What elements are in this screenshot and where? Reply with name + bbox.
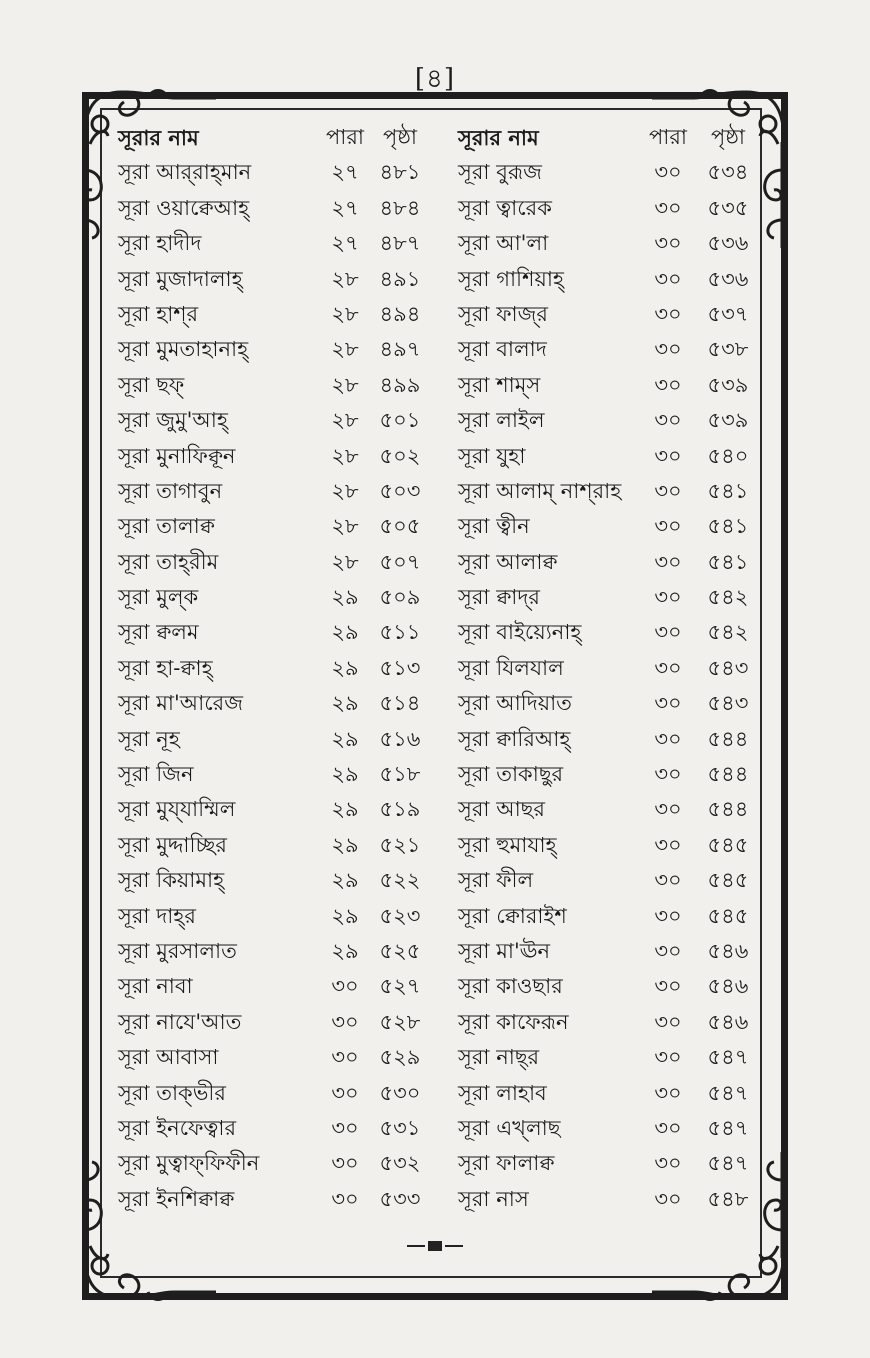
header-surah-name-left: সূরার নাম <box>118 125 199 150</box>
para-left: ৩০ <box>331 1045 359 1070</box>
para-left: ৩০ <box>331 974 359 999</box>
para-left: ২৮ <box>331 372 359 397</box>
page-left: ৪৯৪ <box>379 301 421 326</box>
surah-name-right: সূরা আদিয়াত <box>458 691 572 716</box>
surah-name-right: সূরা হুমাযাহ্‌ <box>458 832 557 857</box>
surah-name-left: সূরা তালাক্ব <box>118 514 215 539</box>
side-ornament-icon <box>756 140 786 250</box>
surah-name-left: সূরা হা-ক্বাহ্‌ <box>118 655 213 680</box>
para-left: ২৯ <box>331 655 359 680</box>
page-right: ৫৪১ <box>707 478 749 503</box>
para-left: ২৯ <box>331 832 359 857</box>
table-row <box>118 368 758 403</box>
table-row <box>118 899 758 934</box>
surah-name-right: সূরা বালাদ <box>458 337 547 362</box>
table-row <box>118 792 758 827</box>
page-left: ৫১৩ <box>379 655 421 680</box>
para-left: ২৮ <box>331 266 359 291</box>
page-right: ৫৩৬ <box>707 266 749 291</box>
page-left: ৪৯১ <box>379 266 421 291</box>
page-right: ৫৩৯ <box>707 372 749 397</box>
para-right: ৩০ <box>654 514 682 539</box>
surah-name-left: সূরা জিন <box>118 762 194 787</box>
table-row <box>118 863 758 898</box>
table-row <box>118 757 758 792</box>
surah-name-left: সূরা ক্বলম <box>118 620 199 645</box>
page-left: ৫০৯ <box>379 585 421 610</box>
page-left: ৫০৩ <box>379 478 421 503</box>
table-row <box>118 509 758 544</box>
page-right: ৫৩৫ <box>707 195 749 220</box>
surah-name-right: সূরা ক্বাদ্‌র <box>458 585 540 610</box>
para-left: ২৮ <box>331 549 359 574</box>
para-left: ২৯ <box>331 726 359 751</box>
surah-name-left: সূরা মুয্‌যাম্মিল <box>118 797 236 822</box>
table-row <box>118 828 758 863</box>
table-row <box>118 297 758 332</box>
surah-name-right: সূরা এখ্‌লাছ <box>458 1115 561 1140</box>
table-body <box>118 155 758 1217</box>
para-left: ২৯ <box>331 938 359 963</box>
surah-name-right: সূরা কাওছার <box>458 974 563 999</box>
page-right: ৫৪৬ <box>707 974 749 999</box>
page-left: ৫৩০ <box>379 1080 421 1105</box>
para-left: ২৯ <box>331 903 359 928</box>
surah-name-right: সূরা ফাজ্‌র <box>458 301 548 326</box>
surah-name-right: সূরা যিলযাল <box>458 655 564 680</box>
surah-name-left: সূরা তাক্‌ভীর <box>118 1080 226 1105</box>
surah-name-left: সূরা আবাসা <box>118 1045 219 1070</box>
para-right: ৩০ <box>654 620 682 645</box>
page-right: ৫৪৬ <box>707 1009 749 1034</box>
surah-name-left: সূরা মুমতাহানাহ্‌ <box>118 337 249 362</box>
surah-name-left: সূরা নাযে'আত <box>118 1009 242 1034</box>
page-right: ৫৪৮ <box>707 1186 749 1211</box>
table-row <box>118 1005 758 1040</box>
table-row <box>118 191 758 226</box>
surah-name-right: সূরা ক্বারিআহ্‌ <box>458 726 571 751</box>
para-right: ৩০ <box>654 1186 682 1211</box>
surah-name-right: সূরা আ'লা <box>458 231 549 256</box>
para-left: ২৮ <box>331 514 359 539</box>
page-left: ৫১৬ <box>379 726 421 751</box>
para-left: ২৯ <box>331 797 359 822</box>
surah-name-left: সূরা মুরসালাত <box>118 938 237 963</box>
para-right: ৩০ <box>654 443 682 468</box>
page-left: ৫২৯ <box>379 1045 421 1070</box>
page-right: ৫৩৬ <box>707 231 749 256</box>
table-row <box>118 934 758 969</box>
para-right: ৩০ <box>654 903 682 928</box>
para-right: ৩০ <box>654 549 682 574</box>
para-left: ২৯ <box>331 585 359 610</box>
para-left: ৩০ <box>331 1115 359 1140</box>
page-right: ৫৪২ <box>707 585 749 610</box>
side-ornament-icon <box>80 140 110 250</box>
page-left: ৫১৯ <box>379 797 421 822</box>
page-left: ৫২৩ <box>379 903 421 928</box>
page-right: ৫৪৭ <box>707 1115 749 1140</box>
surah-name-right: সূরা লাইল <box>458 408 545 433</box>
page-right: ৫৪১ <box>707 549 749 574</box>
table-row <box>118 1040 758 1075</box>
para-right: ৩০ <box>654 1080 682 1105</box>
page-right: ৫৪৪ <box>707 726 749 751</box>
para-right: ৩০ <box>654 868 682 893</box>
para-left: ২৭ <box>331 160 359 185</box>
surah-name-right: সূরা ত্বারেক <box>458 195 552 220</box>
para-right: ৩০ <box>654 160 682 185</box>
table-of-contents <box>118 120 758 1217</box>
table-row <box>118 262 758 297</box>
para-right: ৩০ <box>654 1009 682 1034</box>
surah-name-right: সূরা বুরূজ <box>458 160 542 185</box>
page-right: ৫৪৪ <box>707 797 749 822</box>
page-left: ৫২২ <box>379 868 421 893</box>
surah-name-right: সূরা শাম্‌স <box>458 372 541 397</box>
para-left: ২৯ <box>331 691 359 716</box>
surah-name-right: সূরা যুহা <box>458 443 526 468</box>
header-surah-name-right: সূরার নাম <box>458 125 539 150</box>
page-right: ৫৪৪ <box>707 762 749 787</box>
para-left: ২৮ <box>331 443 359 468</box>
surah-name-left: সূরা ইনফেত্বার <box>118 1115 237 1140</box>
header-para-right: পারা <box>649 125 687 149</box>
surah-name-left: সূরা মুত্বাফ্‌ফিফীন <box>118 1151 260 1176</box>
surah-name-left: সূরা দাহ্‌র <box>118 903 196 928</box>
para-left: ২৮ <box>331 478 359 503</box>
para-right: ৩০ <box>654 408 682 433</box>
surah-name-right: সূরা আলাম্‌ নাশ্‌রাহ <box>458 478 622 503</box>
table-row <box>118 969 758 1004</box>
surah-name-right: সূরা গাশিয়াহ্‌ <box>458 266 564 291</box>
page-right: ৫৪৩ <box>707 691 749 716</box>
para-right: ৩০ <box>654 266 682 291</box>
surah-name-left: সূরা তাহ্‌রীম <box>118 549 219 574</box>
page-left: ৪৯৭ <box>379 337 421 362</box>
surah-name-left: সূরা মা'আরেজ <box>118 691 243 716</box>
surah-name-right: সূরা মা'ঊন <box>458 938 551 963</box>
table-row <box>118 474 758 509</box>
page-right: ৫৩৯ <box>707 408 749 433</box>
surah-name-left: সূরা মুদ্দাচ্ছির <box>118 832 227 857</box>
page-left: ৫০১ <box>379 408 421 433</box>
para-left: ২৯ <box>331 868 359 893</box>
surah-name-right: সূরা ক্বোরাইশ <box>458 903 567 928</box>
header-para-left: পারা <box>326 125 364 149</box>
para-right: ৩০ <box>654 585 682 610</box>
page-left: ৫৩৩ <box>379 1186 421 1211</box>
page-right: ৫৪৬ <box>707 938 749 963</box>
page-right: ৫৩৪ <box>707 160 749 185</box>
para-left: ২৮ <box>331 337 359 362</box>
page-right: ৫৪৫ <box>707 868 749 893</box>
para-right: ৩০ <box>654 797 682 822</box>
page-left: ৫১৪ <box>379 691 421 716</box>
para-right: ৩০ <box>654 1115 682 1140</box>
page-number: [৪] <box>414 64 456 94</box>
page-left: ৫৩১ <box>379 1115 421 1140</box>
surah-name-left: সূরা মুল্‌ক <box>118 585 199 610</box>
surah-name-left: সূরা হাশ্‌র <box>118 301 199 326</box>
page-left: ৪৮১ <box>379 160 421 185</box>
table-row <box>118 1146 758 1181</box>
table-row <box>118 651 758 686</box>
para-right: ৩০ <box>654 231 682 256</box>
page-left: ৫১১ <box>379 620 421 645</box>
page-right: ৫৪০ <box>707 443 749 468</box>
para-right: ৩০ <box>654 195 682 220</box>
header-page-left: পৃষ্ঠা <box>382 125 418 149</box>
page-left: ৫২৭ <box>379 974 421 999</box>
para-right: ৩০ <box>654 372 682 397</box>
page-right: ৫৪২ <box>707 620 749 645</box>
para-right: ৩০ <box>654 337 682 362</box>
table-row <box>118 155 758 190</box>
page-left: ৫১৮ <box>379 762 421 787</box>
page-right: ৫৪১ <box>707 514 749 539</box>
para-right: ৩০ <box>654 832 682 857</box>
para-left: ৩০ <box>331 1080 359 1105</box>
para-left: ৩০ <box>331 1009 359 1034</box>
surah-name-right: সূরা আছর <box>458 797 545 822</box>
surah-name-left: সূরা তাগাবুন <box>118 478 223 503</box>
table-row <box>118 722 758 757</box>
page-left: ৪৮৪ <box>379 195 421 220</box>
surah-name-right: সূরা নাছ্‌র <box>458 1045 540 1070</box>
para-left: ২৮ <box>331 408 359 433</box>
page-left: ৫০৫ <box>379 514 421 539</box>
para-right: ৩০ <box>654 762 682 787</box>
surah-name-left: সূরা হাদীদ <box>118 231 202 256</box>
table-row <box>118 1182 758 1217</box>
para-left: ২৭ <box>331 195 359 220</box>
surah-name-left: সূরা মুজাদালাহ্‌ <box>118 266 243 291</box>
page-left: ৫২৮ <box>379 1009 421 1034</box>
para-right: ৩০ <box>654 301 682 326</box>
table-header <box>118 120 758 155</box>
page-left: ৪৮৭ <box>379 231 421 256</box>
surah-name-right: সূরা ত্বীন <box>458 514 530 539</box>
table-row <box>118 403 758 438</box>
para-right: ৩০ <box>654 691 682 716</box>
para-left: ২৭ <box>331 231 359 256</box>
surah-name-right: সূরা আলাক্ব <box>458 549 558 574</box>
surah-name-left: সূরা ইনশিক্বাক্ব <box>118 1186 235 1211</box>
page-left: ৫০২ <box>379 443 421 468</box>
table-row <box>118 439 758 474</box>
surah-name-left: সূরা ওয়াক্বেআহ্‌ <box>118 195 250 220</box>
header-page-right: পৃষ্ঠা <box>710 125 746 149</box>
para-left: ৩০ <box>331 1151 359 1176</box>
surah-name-left: সূরা নাবা <box>118 974 193 999</box>
surah-name-right: সূরা লাহাব <box>458 1080 547 1105</box>
para-left: ৩০ <box>331 1186 359 1211</box>
para-right: ৩০ <box>654 1151 682 1176</box>
page-right: ৫৩৮ <box>707 337 749 362</box>
surah-name-left: সূরা মুনাফিক্বূন <box>118 443 236 468</box>
page-left: ৫৩২ <box>379 1151 421 1176</box>
surah-name-right: সূরা বাইয়্যেনাহ্‌ <box>458 620 582 645</box>
para-right: ৩০ <box>654 1045 682 1070</box>
surah-name-right: সূরা ফালাক্ব <box>458 1151 555 1176</box>
page-right: ৫৪৩ <box>707 655 749 680</box>
table-row <box>118 1111 758 1146</box>
para-right: ৩০ <box>654 655 682 680</box>
para-right: ৩০ <box>654 938 682 963</box>
surah-name-left: সূরা আর্‌রাহ্‌মান <box>118 160 252 185</box>
para-left: ২৮ <box>331 301 359 326</box>
surah-name-left: সূরা নূহ <box>118 726 180 751</box>
footer-ornament-icon <box>0 1238 870 1254</box>
table-row <box>118 332 758 367</box>
page-left: ৪৯৯ <box>379 372 421 397</box>
page-left: ৫০৭ <box>379 549 421 574</box>
table-row <box>118 226 758 261</box>
table-row <box>118 580 758 615</box>
surah-name-right: সূরা নাস <box>458 1186 529 1211</box>
surah-name-right: সূরা তাকাছুর <box>458 762 564 787</box>
page-right: ৫৩৭ <box>707 301 749 326</box>
table-row <box>118 1076 758 1111</box>
page-right: ৫৪৭ <box>707 1080 749 1105</box>
para-right: ৩০ <box>654 974 682 999</box>
page-right: ৫৪৫ <box>707 903 749 928</box>
surah-name-left: সূরা জুমু'আহ্‌ <box>118 408 228 433</box>
para-left: ২৯ <box>331 762 359 787</box>
para-left: ২৯ <box>331 620 359 645</box>
surah-name-right: সূরা ফীল <box>458 868 534 893</box>
table-row <box>118 686 758 721</box>
para-right: ৩০ <box>654 726 682 751</box>
surah-name-right: সূরা কাফেরূন <box>458 1009 569 1034</box>
surah-name-left: সূরা কিয়ামাহ্‌ <box>118 868 225 893</box>
table-row <box>118 545 758 580</box>
table-row <box>118 615 758 650</box>
page-right: ৫৪৫ <box>707 832 749 857</box>
page-right: ৫৪৭ <box>707 1045 749 1070</box>
page-left: ৫২১ <box>379 832 421 857</box>
surah-name-left: সূরা ছফ্‌ <box>118 372 185 397</box>
page-right: ৫৪৭ <box>707 1151 749 1176</box>
para-right: ৩০ <box>654 478 682 503</box>
page-left: ৫২৫ <box>379 938 421 963</box>
